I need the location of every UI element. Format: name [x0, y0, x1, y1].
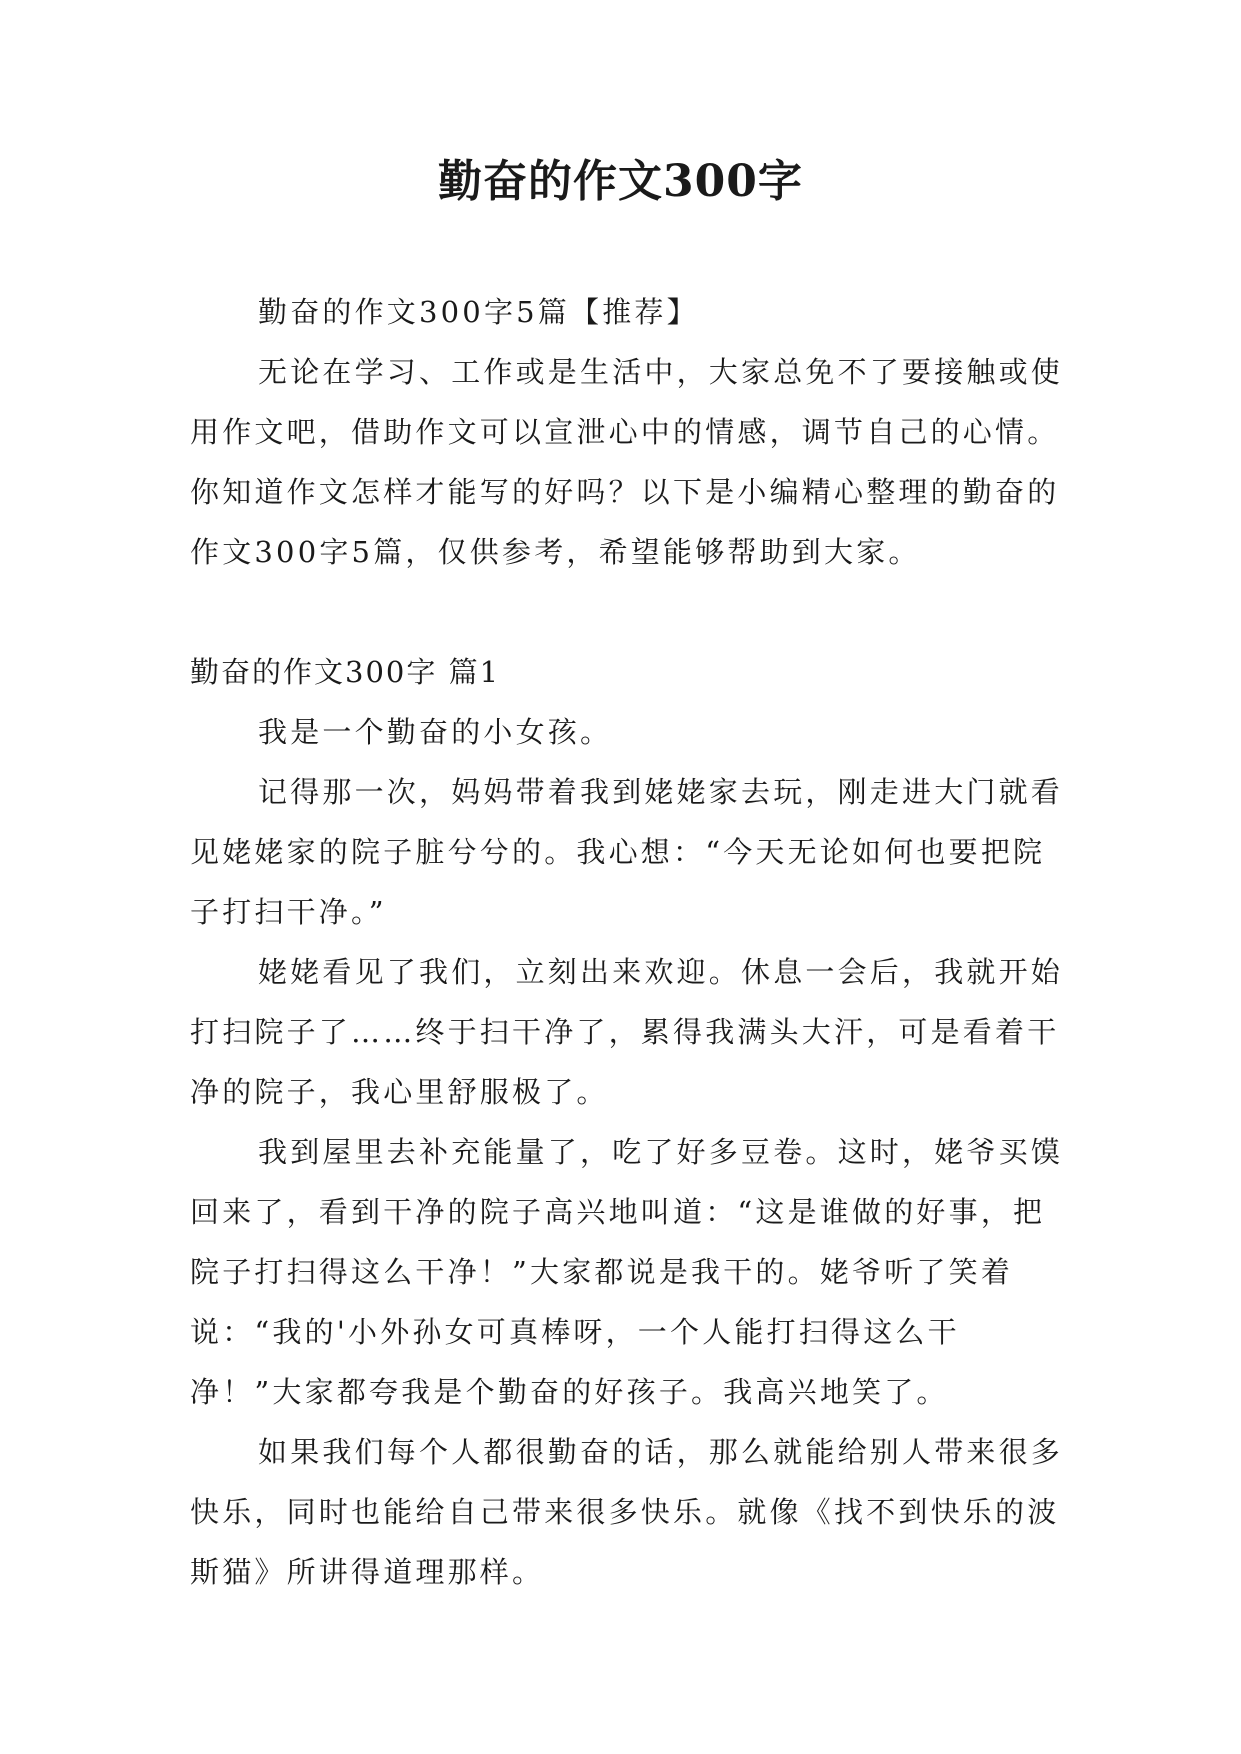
- intro-paragraph: 无论在学习、工作或是生活中，大家总免不了要接触或使用作文吧，借助作文可以宣泄心中的情感，调节自己的心情。你知道作文怎样才能写的好吗？以下是小编精心整理的勤奋的作文300字5篇，仅供参考，希望能够帮助到大家。: [190, 355, 1064, 569]
- document-title: 勤奋的作文300字: [438, 156, 803, 207]
- document-subtitle: 勤奋的作文300字5篇【推荐】: [258, 295, 699, 329]
- body-paragraph: 我是一个勤奋的小女孩。: [258, 715, 613, 749]
- document-body: [190, 282, 1070, 1602]
- body-paragraph: 我到屋里去补充能量了，吃了好多豆卷。这时，姥爷买馍回来了，看到干净的院子高兴地叫道：“这是谁做的好事，把院子打扫得这么干净！”大家都说是我干的。姥爷听了笑着说：“我的'小外孙女可真棒呀，一个人能打扫得这么干净！”大家都夸我是个勤奋的好孩子。我高兴地笑了。: [190, 1135, 1064, 1409]
- body-paragraph: 记得那一次，妈妈带着我到姥姥家去玩，刚走进大门就看见姥姥家的院子脏兮兮的。我心想：“今天无论如何也要把院子打扫干净。”: [190, 775, 1064, 929]
- body-paragraph: 姥姥看见了我们，立刻出来欢迎。休息一会后，我就开始打扫院子了……终于扫干净了，累得我满头大汗，可是看着干净的院子，我心里舒服极了。: [190, 955, 1064, 1109]
- section-heading: 勤奋的作文300字 篇1: [190, 655, 501, 689]
- body-paragraph: 如果我们每个人都很勤奋的话，那么就能给别人带来很多快乐，同时也能给自己带来很多快乐。就像《找不到快乐的波斯猫》所讲得道理那样。: [190, 1435, 1064, 1589]
- section-spacer: [190, 582, 1070, 642]
